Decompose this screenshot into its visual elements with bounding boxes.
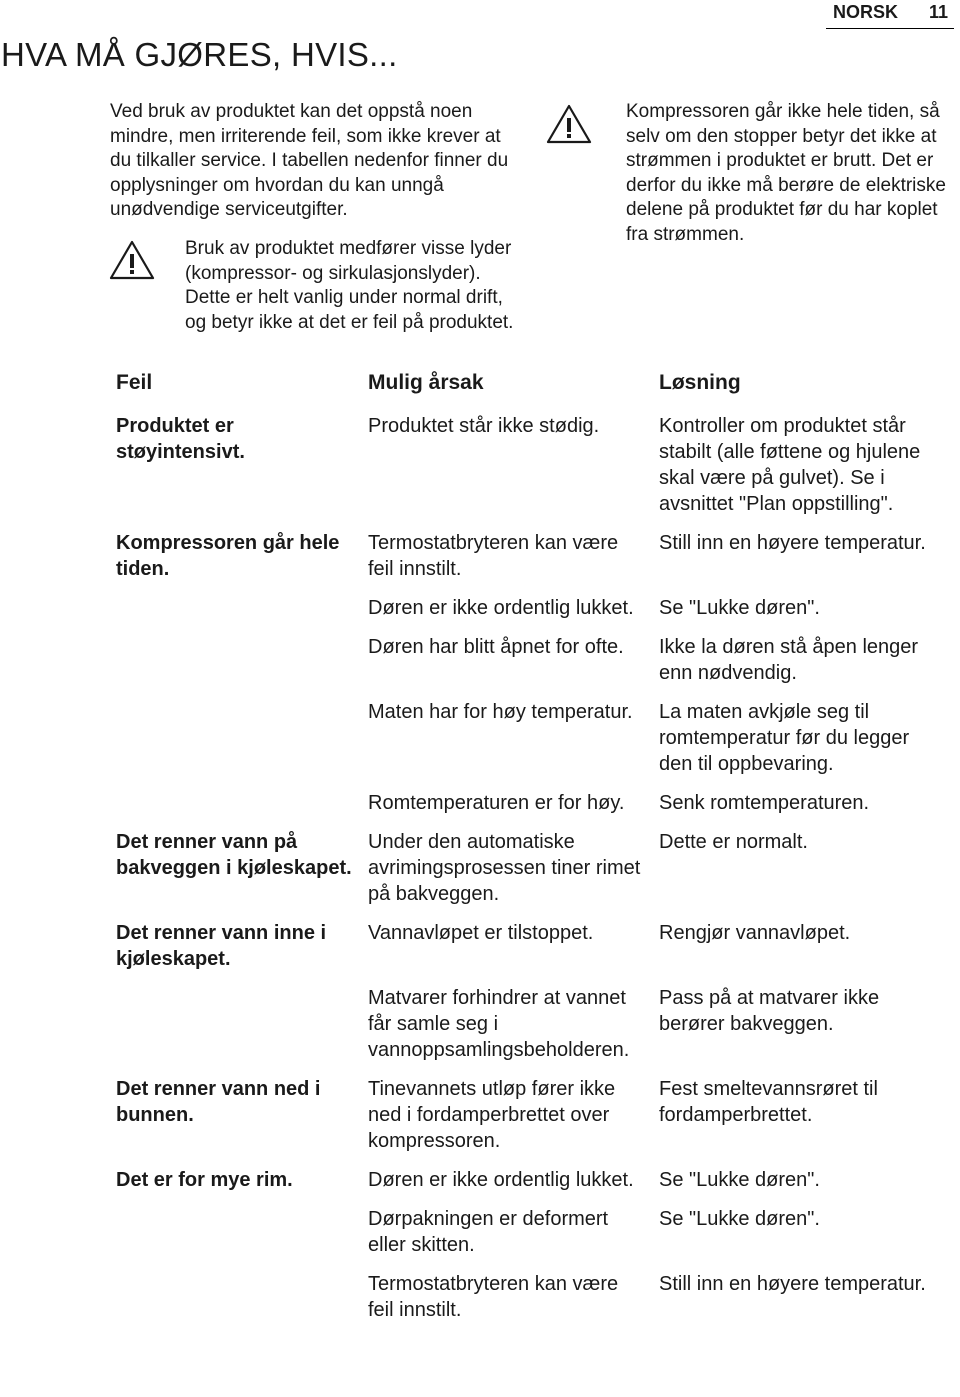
fault-cell: Det renner vann inne i kjøleskapet.: [116, 922, 327, 970]
cause-cell: Døren er ikke ordentlig lukket.: [368, 597, 634, 619]
solution-cell: Se "Lukke døren".: [659, 597, 820, 619]
solution-cell: Still inn en høyere temperatur.: [659, 532, 926, 554]
fault-cell: [108, 982, 360, 1073]
table-row: [108, 1073, 953, 1164]
column-header-cause: Mulig årsak: [368, 371, 484, 394]
cause-cell: Maten har for høy temperatur.: [368, 701, 633, 723]
fault-cell: [108, 631, 360, 696]
fault-cell: [108, 1203, 360, 1268]
fault-cell: [108, 1268, 360, 1333]
header-divider: [826, 28, 954, 29]
warning-icon: [545, 103, 593, 145]
fault-cell: Det renner vann på bakveggen i kjøleskapet.: [116, 831, 352, 879]
table-row: [108, 917, 953, 982]
solution-cell: Senk romtemperaturen.: [659, 792, 870, 814]
solution-cell: La maten avkjøle seg til romtemperatur før du legger den til oppbevaring.: [659, 701, 910, 775]
table-row: [108, 527, 953, 592]
fault-cell: Produktet er støyintensivt.: [116, 415, 245, 463]
cause-cell: Tinevannets utløp fører ikke ned i fordamperbrettet over kompressoren.: [368, 1078, 616, 1152]
table-row: [108, 826, 953, 917]
cause-cell: Under den automatiske avrimingsprosessen tiner rimet på bakveggen.: [368, 831, 641, 905]
table-row: [108, 410, 953, 527]
solution-cell: Pass på at matvarer ikke berører bakveggen.: [659, 987, 880, 1035]
fault-cell: Det renner vann ned i bunnen.: [116, 1078, 321, 1126]
solution-cell: Rengjør vannavløpet.: [659, 922, 851, 944]
table-row: [108, 1164, 953, 1203]
page-title: HVA MÅ GJØRES, HVIS...: [1, 36, 398, 73]
fault-cell: [108, 696, 360, 787]
fault-cell: Det er for mye rim.: [116, 1169, 293, 1191]
table-row: [108, 787, 953, 826]
cause-cell: Romtemperaturen er for høy.: [368, 792, 625, 814]
table-row: [108, 592, 953, 631]
cause-cell: Døren er ikke ordentlig lukket.: [368, 1169, 634, 1191]
solution-cell: Se "Lukke døren".: [659, 1169, 820, 1191]
table-row: [108, 696, 953, 787]
cause-cell: Termostatbryteren kan være feil innstilt.: [368, 532, 619, 580]
table-row: [108, 982, 953, 1073]
fault-cell: [108, 592, 360, 631]
warning-compressor-text: Kompressoren går ikke hele tiden, så selv om den stopper betyr det ikke at strømmen i produktet er brutt. Det er derfor du ikke må berøre de elektriske delene på produktet før du har koplet fra strømmen.: [626, 101, 946, 245]
page-number: 11: [929, 2, 949, 22]
intro-paragraph: Ved bruk av produktet kan det oppstå noen mindre, men irriterende feil, som ikke krever at du tilkaller service. I tabellen nedenfor finner du opplysninger om hvordan du kan unngå unødvendige serviceutgifter.: [110, 101, 509, 220]
column-header-solution: Løsning: [659, 371, 741, 394]
solution-cell: Still inn en høyere temperatur.: [659, 1273, 926, 1295]
table-row: [108, 1203, 953, 1268]
troubleshooting-table: [108, 370, 953, 1333]
cause-cell: Produktet står ikke stødig.: [368, 415, 600, 437]
cause-cell: Termostatbryteren kan være feil innstilt.: [368, 1273, 619, 1321]
solution-cell: Se "Lukke døren".: [659, 1208, 820, 1230]
fault-cell: Kompressoren går hele tiden.: [116, 532, 340, 580]
cause-cell: Døren har blitt åpnet for ofte.: [368, 636, 624, 658]
cause-cell: Dørpakningen er deformert eller skitten.: [368, 1208, 609, 1256]
table-header-row: [108, 370, 953, 410]
solution-cell: Fest smeltevannsrøret til fordamperbrettet.: [659, 1078, 878, 1126]
fault-cell: [108, 787, 360, 826]
cause-cell: Vannavløpet er tilstoppet.: [368, 922, 594, 944]
table-row: [108, 1268, 953, 1333]
warning-noise-text: Bruk av produktet medfører visse lyder (kompressor- og sirkulasjonslyder). Dette er helt vanlig under normal drift, og betyr ikke at det er feil på produktet.: [185, 238, 514, 333]
warning-icon: [108, 239, 156, 281]
cause-cell: Matvarer forhindrer at vannet får samle seg i vannoppsamlingsbeholderen.: [368, 987, 630, 1061]
solution-cell: Ikke la døren stå åpen lenger enn nødvendig.: [659, 636, 919, 684]
table-row: [108, 631, 953, 696]
header-language: NORSK: [833, 2, 899, 22]
solution-cell: Kontroller om produktet står stabilt (alle føttene og hjulene skal være på gulvet). Se i avsnittet "Plan oppstilling".: [659, 415, 921, 515]
solution-cell: Dette er normalt.: [659, 831, 808, 853]
column-header-fault: Feil: [116, 371, 153, 394]
